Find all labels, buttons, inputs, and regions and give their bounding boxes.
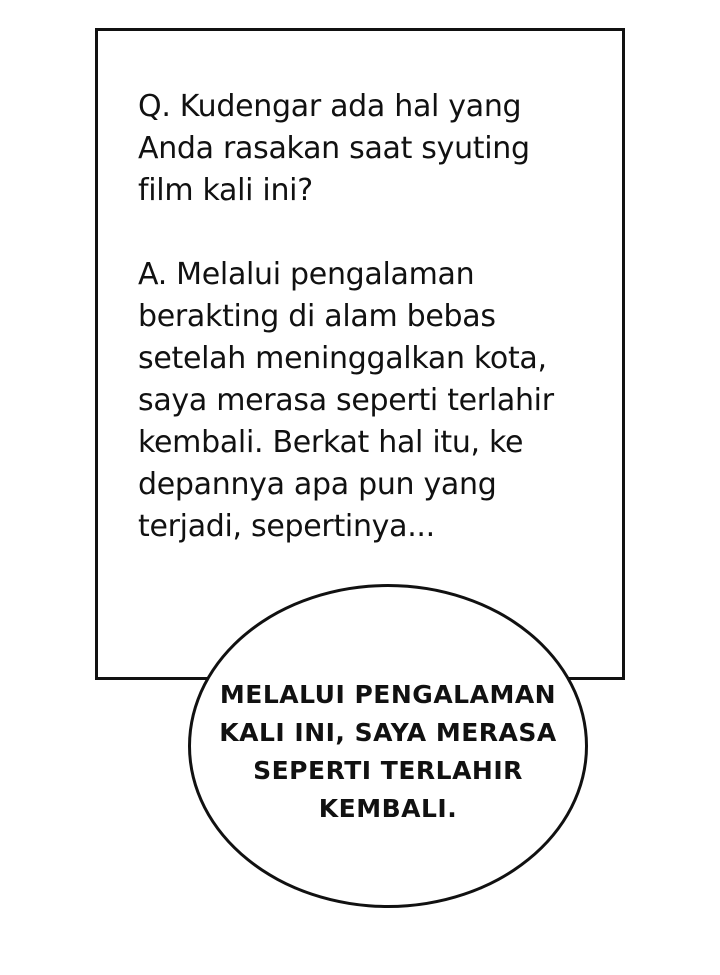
- interview-text: [138, 86, 608, 548]
- answer-line: A. Melalui pengalaman: [138, 257, 475, 292]
- bubble-line: MELALUI PENGALAMAN: [219, 680, 557, 709]
- bubble-line: KALI INI, SAYA MERASA: [219, 718, 557, 747]
- answer-line: berakting di alam bebas: [138, 299, 496, 334]
- paragraph-gap: [138, 212, 608, 254]
- speech-bubble-text: [188, 676, 588, 828]
- question-line: film kali ini?: [138, 173, 313, 208]
- bubble-line: SEPERTI TERLAHIR: [253, 756, 523, 785]
- answer-line: depannya apa pun yang: [138, 467, 497, 502]
- answer-line: saya merasa seperti terlahir: [138, 383, 554, 418]
- question-line: Anda rasakan saat syuting: [138, 131, 530, 166]
- answer-line: terjadi, sepertinya...: [138, 509, 435, 544]
- answer-line: kembali. Berkat hal itu, ke: [138, 425, 524, 460]
- answer-line: setelah meninggalkan kota,: [138, 341, 547, 376]
- bubble-line: KEMBALI.: [318, 794, 458, 823]
- question-line: Q. Kudengar ada hal yang: [138, 89, 522, 124]
